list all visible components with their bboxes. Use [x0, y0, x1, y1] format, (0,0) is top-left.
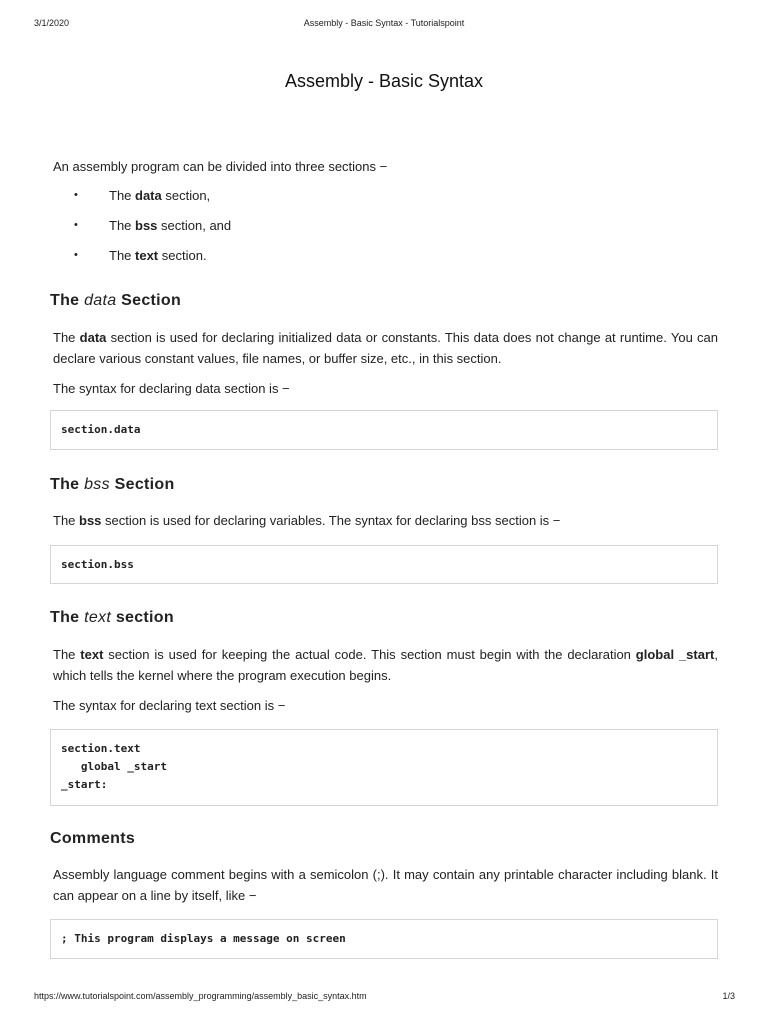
code-line: section.text	[61, 742, 141, 755]
bss-section-description: The bss section is used for declaring variables. The syntax for declaring bss section is −	[53, 513, 561, 528]
text-section-heading: The text section	[50, 609, 174, 626]
text-code-block	[50, 729, 718, 806]
sections-list	[53, 185, 231, 275]
print-date: 3/1/2020	[34, 18, 70, 28]
print-footer	[0, 991, 768, 1005]
text-syntax-intro: The syntax for declaring text section is −	[53, 698, 286, 713]
data-code-block: section.data	[50, 410, 718, 450]
list-item: • The text section.	[53, 245, 231, 275]
print-title: Assembly - Basic Syntax - Tutorialspoint	[303, 18, 465, 28]
page-title: Assembly - Basic Syntax	[284, 71, 484, 91]
text-section-description: The text section is used for keeping the actual code. This section must begin with the declaration global _start, which tells the kernel where the program execution begins.	[53, 647, 718, 683]
data-section-description: The data section is used for declaring initialized data or constants. This data does not change at runtime. You can declare various constant values, file names, or buffer size, etc., in this section.	[53, 330, 718, 366]
list-item: • The bss section, and	[53, 215, 231, 245]
code-line: _start:	[61, 778, 108, 791]
page-url: https://www.tutorialspoint.com/assembly_programming/assembly_basic_syntax.htm	[34, 991, 367, 1001]
bss-code-block: section.bss	[50, 545, 718, 584]
comments-description: Assembly language comment begins with a semicolon (;). It may contain any printable character including blank. It can appear on a line by itself, like −	[53, 867, 718, 903]
data-section-heading: The data Section	[50, 292, 182, 309]
data-syntax-intro: The syntax for declaring data section is −	[53, 381, 290, 396]
code-line: global _start	[61, 760, 167, 773]
bullet-icon: •	[74, 249, 78, 261]
bullet-icon: •	[74, 219, 78, 231]
comments-section-heading: Comments	[50, 830, 136, 847]
list-item: • The data section,	[53, 185, 231, 215]
print-header	[0, 18, 768, 32]
bullet-icon: •	[74, 189, 78, 201]
bss-section-heading: The bss Section	[50, 476, 175, 493]
page-number: 1/3	[722, 991, 735, 1001]
intro-text: An assembly program can be divided into three sections −	[53, 159, 388, 174]
comments-code-block: ; This program displays a message on screen	[50, 919, 718, 959]
